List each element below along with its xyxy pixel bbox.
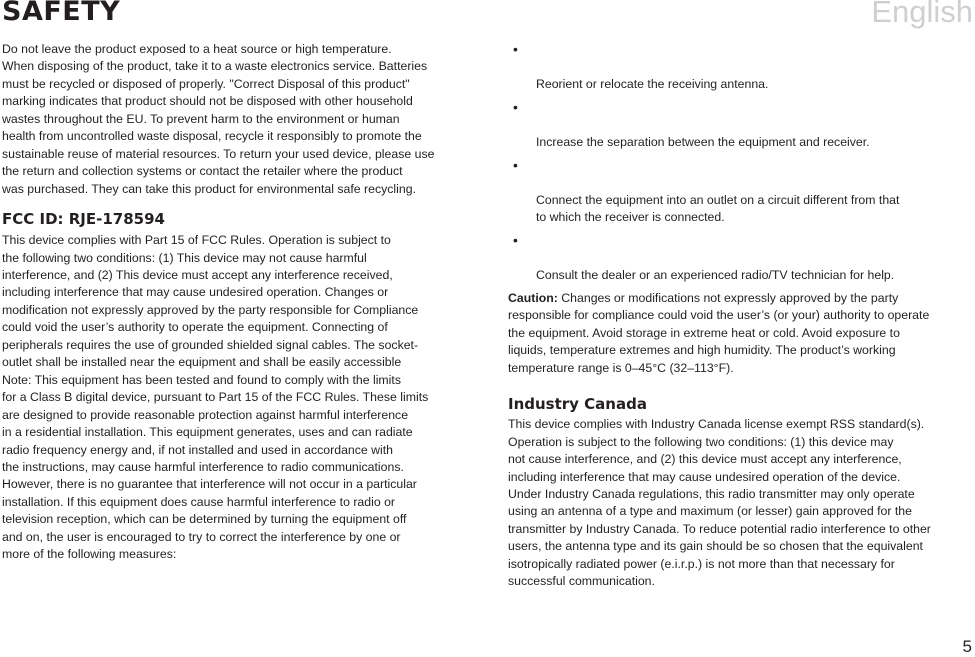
caution-text: Changes or modifications not expressly approved by the party responsible for compliance could void the user’s (or your) authority to operate the equipment. Avoid storage in extreme heat or cold. Avoid exposure to liquids, temperature extremes and high humidity. The product’s working temperature range is 0–45°C (32–113°F). — [508, 290, 930, 375]
right-column — [508, 41, 975, 591]
caution-label: Caution: — [508, 290, 558, 305]
left-column — [2, 41, 472, 564]
industry-canada-paragraph: This device complies with Industry Canada license exempt RSS standard(s). Operation is subject to the following two conditions: (1) this device may not cause interference, and (2) this device must accept any interference, including interference that may cause undesired operation of the device. Under Industry Canada regulations, this radio transmitter may only operate using an antenna of a type and maximum (or lesser) gain approved for the transmitter by Industry Canada. To reduce potential radio interference to other users, the antenna type and its gain should be so chosen that the equivalent isotropically radiated power (e.i.r.p.) is not more than that necessary for successful communication. — [508, 417, 931, 589]
caution-paragraph — [508, 290, 975, 377]
list-item — [508, 157, 975, 227]
bullet-icon: • — [513, 98, 518, 115]
list-item-text: Consult the dealer or an experienced radio/TV technician for help. — [536, 267, 895, 282]
list-item — [508, 41, 975, 93]
fcc-heading: FCC ID: RJE-178594 — [2, 210, 165, 229]
bullet-icon: • — [513, 41, 518, 57]
list-item-text: Increase the separation between the equipment and receiver. — [536, 134, 870, 149]
list-item-text: Reorient or relocate the receiving antenna. — [536, 76, 769, 91]
page-number: 5 — [962, 637, 972, 656]
bullet-icon: • — [513, 232, 518, 249]
list-item-text: Connect the equipment into an outlet on a circuit different from that to which the receiver is connected. — [536, 192, 900, 225]
page-title: SAFETY — [2, 0, 121, 27]
language-label: English — [871, 0, 973, 29]
measures-list — [508, 41, 975, 284]
list-item — [508, 99, 975, 151]
disposal-paragraph: Do not leave the product exposed to a heat source or high temperature. When disposing of the product, take it to a waste electronics service. Batteries must be recycled or disposed of properly. "Correct Disposal of this product" marking indicates that product should not be disposed with other household wastes throughout the EU. To prevent harm to the environment or human health from uncontrolled waste disposal, recycle it responsibly to promote the sustainable reuse of material resources. To return your used device, please use the return and collection systems or contact the retailer where the product was purchased. They can take this product for environmental safe recycling. — [2, 42, 435, 196]
list-item — [508, 232, 975, 284]
fcc-paragraph: This device complies with Part 15 of FCC Rules. Operation is subject to the following two conditions: (1) This device may not cause harmful interference, and (2) This device must accept any interference received, including interference that may cause undesired operation. Changes or modification not expressly approved by the party responsible for Compliance could void the user’s authority to operate the equipment. Connecting of peripherals requires the use of grounded shielded signal cables. The socket- outlet shall be installed near the equipment and shall be easily accessible Note: This equipment has been tested and found to comply with the limits for a Class B digital device, pursuant to Part 15 of the FCC Rules. These limits are designed to provide reasonable protection against harmful interference in a residential installation. This equipment generates, uses and can radiate radio frequency energy and, if not installed and used in accordance with the instructions, may cause harmful interference to radio communications. However, there is no guarantee that interference will not occur in a particular installation. If this equipment does cause harmful interference to radio or television reception, which can be determined by turning the equipment off and on, the user is encouraged to try to correct the interference by one or more of the following measures: — [2, 233, 429, 562]
bullet-icon: • — [513, 156, 518, 173]
industry-canada-heading: Industry Canada — [508, 395, 647, 414]
